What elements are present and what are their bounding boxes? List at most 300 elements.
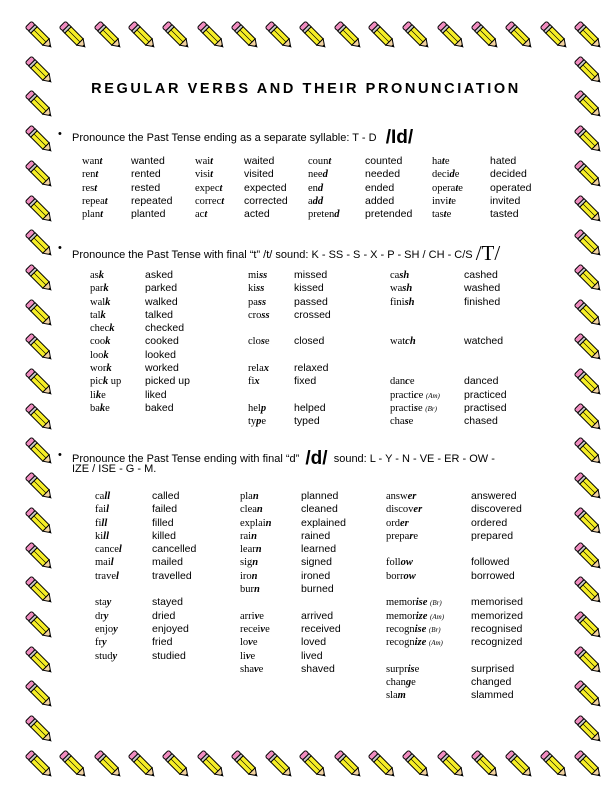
- verb: plant: [82, 209, 103, 221]
- verb: [248, 322, 270, 335]
- pencil-icon: [262, 18, 298, 54]
- past-tense: [464, 349, 507, 362]
- verb: [240, 596, 272, 609]
- past-tense: fixed: [294, 375, 317, 388]
- past-tense: worked: [145, 362, 179, 375]
- verb: miss: [248, 270, 268, 281]
- past-tense-column: [244, 155, 288, 221]
- verb-column: [386, 490, 444, 703]
- verb: rain: [240, 530, 257, 542]
- verb: bake: [90, 402, 110, 414]
- bullet-icon: •: [58, 128, 62, 140]
- verb: [390, 362, 440, 375]
- pencil-icon: [91, 18, 127, 54]
- verb: stay: [95, 597, 112, 609]
- verb: check: [90, 323, 115, 335]
- verb: taste: [432, 209, 452, 221]
- verb: cash: [390, 270, 410, 281]
- verb: close: [248, 336, 270, 348]
- past-tense: fried: [152, 636, 173, 649]
- verb: enjoy: [95, 623, 118, 635]
- pencil-icon: [22, 504, 58, 540]
- past-tense: [464, 322, 507, 335]
- verb: burn: [240, 584, 260, 596]
- pencil-icon: [22, 296, 58, 332]
- verb: surprise: [386, 663, 420, 675]
- verb: travel: [95, 570, 119, 582]
- pencil-icon: [571, 643, 607, 679]
- past-tense: waited: [244, 155, 275, 167]
- verb: repeat: [82, 195, 108, 207]
- past-tense: pretended: [365, 208, 413, 221]
- past-tense: passed: [294, 295, 328, 308]
- verb: arrive: [240, 610, 264, 622]
- past-tense: prepared: [471, 529, 514, 542]
- past-tense: [294, 389, 331, 402]
- verb: talk: [90, 309, 106, 321]
- pencil-icon: [22, 400, 58, 436]
- past-tense: decided: [490, 168, 527, 181]
- pencil-icon: [22, 157, 58, 193]
- verb: fix: [248, 376, 260, 388]
- past-tense: acted: [244, 208, 270, 221]
- verb: add: [308, 195, 324, 207]
- pencil-icon: [331, 18, 367, 54]
- verb: work: [90, 363, 112, 375]
- past-tense: answered: [471, 490, 517, 502]
- past-tense: loved: [301, 636, 327, 649]
- verb: help: [248, 402, 267, 414]
- past-tense: [471, 543, 523, 556]
- pencil-icon: [502, 18, 538, 54]
- past-tense: finished: [464, 295, 501, 308]
- past-tense: [471, 583, 523, 596]
- pencil-icon: [159, 747, 195, 783]
- verb: fail: [95, 504, 109, 516]
- past-tense: tasted: [490, 208, 519, 221]
- pencil-icon: [365, 18, 401, 54]
- past-tense: rained: [301, 529, 331, 542]
- past-tense: practiced: [464, 388, 507, 401]
- verb: plan: [240, 491, 259, 502]
- pencil-icon: [571, 747, 607, 783]
- past-tense-column: [131, 155, 172, 221]
- past-tense: typed: [294, 415, 320, 428]
- verb: [386, 583, 444, 596]
- past-tense: baked: [145, 401, 174, 414]
- past-tense: stayed: [152, 596, 183, 609]
- pencil-icon: [571, 226, 607, 262]
- pencil-icon: [399, 747, 435, 783]
- past-tense: talked: [145, 308, 174, 321]
- pencil-icon: [22, 608, 58, 644]
- verb: practice (Am): [390, 389, 440, 401]
- pencil-icon: [22, 365, 58, 401]
- past-tense: kissed: [294, 282, 324, 295]
- verb: explain: [240, 517, 272, 529]
- pencil-icon: [571, 400, 607, 436]
- pencil-icon: [22, 573, 58, 609]
- pencil-icon: [571, 18, 607, 54]
- pencil-icon: [537, 18, 573, 54]
- past-tense: studied: [152, 649, 186, 662]
- verb: expect: [195, 182, 223, 194]
- verb: visit: [195, 169, 214, 181]
- variant-tag: (Am): [430, 612, 445, 621]
- verb-column: [90, 269, 121, 415]
- past-tense: called: [152, 490, 180, 502]
- pencil-icon: [571, 330, 607, 366]
- pencil-icon: [22, 712, 58, 748]
- past-tense: missed: [294, 269, 328, 281]
- verb: discover: [386, 504, 423, 516]
- verb: [248, 389, 270, 402]
- verb: count: [308, 156, 332, 167]
- past-tense-column: [145, 269, 190, 415]
- past-tense: memorized: [471, 609, 523, 622]
- pencil-icon: [571, 573, 607, 609]
- past-tense: liked: [145, 388, 167, 401]
- verb: recognize (Am): [386, 637, 443, 649]
- past-tense: learned: [301, 543, 337, 556]
- verb: dry: [95, 610, 109, 622]
- pencil-icon: [22, 747, 58, 783]
- past-tense: rented: [131, 168, 161, 181]
- verb: walk: [90, 296, 111, 308]
- verb: [390, 309, 440, 322]
- pencil-icon: [22, 677, 58, 713]
- verb: practise (Br): [390, 402, 437, 414]
- past-tense: ordered: [471, 516, 508, 529]
- verb: answer: [386, 491, 417, 502]
- verb: iron: [240, 570, 258, 582]
- variant-tag: (Br): [430, 599, 442, 608]
- past-tense: hated: [490, 155, 517, 167]
- past-tense: looked: [145, 348, 176, 361]
- past-tense: parked: [145, 282, 178, 295]
- verb: memorize (Am): [386, 610, 445, 622]
- verb: fry: [95, 637, 107, 649]
- past-tense: helped: [294, 401, 326, 414]
- pencil-icon: [571, 434, 607, 470]
- past-tense-column: [294, 269, 331, 429]
- verb: recognise (Br): [386, 623, 441, 635]
- verb: park: [90, 283, 109, 295]
- verb: follow: [386, 557, 413, 569]
- pencil-icon: [22, 539, 58, 575]
- pencil-icon: [571, 469, 607, 505]
- sound-symbol: /Id/: [385, 127, 414, 148]
- verb-column: [432, 155, 463, 221]
- pencil-icon: [228, 18, 264, 54]
- past-tense: received: [301, 622, 341, 635]
- verb-column: [248, 269, 270, 429]
- past-tense: corrected: [244, 194, 288, 207]
- past-tense: cancelled: [152, 543, 197, 556]
- verb: finish: [390, 296, 415, 308]
- pencil-icon: [194, 18, 230, 54]
- verb: rest: [82, 182, 98, 194]
- verb: wash: [390, 283, 413, 295]
- past-tense: surprised: [471, 662, 515, 675]
- verb: type: [248, 416, 267, 428]
- pencil-icon: [571, 261, 607, 297]
- verb: chase: [390, 416, 414, 428]
- verb: [248, 349, 270, 362]
- pencil-icon: [228, 747, 264, 783]
- verb: fill: [95, 517, 108, 529]
- verb: [386, 650, 444, 663]
- pencil-icon: [571, 677, 607, 713]
- sound-symbol: /d/: [305, 448, 328, 469]
- pencil-icon: [22, 434, 58, 470]
- past-tense: operated: [490, 181, 532, 194]
- bullet-icon: •: [58, 449, 62, 461]
- past-tense: invited: [490, 194, 521, 207]
- past-tense: closed: [294, 335, 325, 348]
- pencil-icon: [571, 504, 607, 540]
- verb: pretend: [308, 209, 340, 221]
- past-tense: repeated: [131, 194, 173, 207]
- pencil-icon: [571, 712, 607, 748]
- verb: call: [95, 491, 111, 502]
- past-tense: recognized: [471, 636, 523, 649]
- verb: pass: [248, 296, 267, 308]
- verb: kill: [95, 530, 110, 542]
- past-tense: added: [365, 194, 395, 207]
- pencil-icon: [22, 18, 58, 54]
- past-tense: walked: [145, 295, 178, 308]
- past-tense: picked up: [145, 375, 190, 388]
- verb: study: [95, 650, 118, 662]
- past-tense-column: [464, 269, 507, 429]
- past-tense: arrived: [301, 609, 334, 622]
- verb: [95, 583, 122, 596]
- past-tense: [294, 349, 331, 362]
- past-tense: asked: [145, 269, 174, 281]
- past-tense: slammed: [471, 689, 514, 702]
- past-tense: [152, 583, 196, 596]
- variant-tag: (Am): [425, 391, 440, 400]
- past-tense-column: [301, 490, 346, 676]
- verb: rent: [82, 169, 99, 181]
- verb: watch: [390, 336, 416, 348]
- past-tense-column: [365, 155, 412, 221]
- verb: mail: [95, 557, 114, 569]
- pencil-icon: [571, 296, 607, 332]
- verb: invite: [432, 195, 456, 207]
- sound-symbol: /T/: [475, 241, 501, 265]
- past-tense: relaxed: [294, 362, 329, 375]
- past-tense: discovered: [471, 503, 522, 516]
- variant-tag: (Am): [428, 639, 443, 648]
- pencil-icon: [262, 747, 298, 783]
- pencil-icon: [399, 18, 435, 54]
- past-tense: shaved: [301, 662, 335, 675]
- verb: operate: [432, 182, 463, 194]
- verb: prepare: [386, 530, 419, 542]
- verb: wait: [195, 156, 214, 167]
- past-tense: memorised: [471, 596, 523, 609]
- pencil-icon: [468, 747, 504, 783]
- past-tense: changed: [471, 676, 512, 689]
- verb: receive: [240, 623, 270, 635]
- past-tense: needed: [365, 168, 401, 181]
- past-tense: watched: [464, 335, 504, 348]
- past-tense: ended: [365, 181, 395, 194]
- pencil-icon: [571, 192, 607, 228]
- past-tense: mailed: [152, 556, 183, 569]
- verb: kiss: [248, 283, 265, 295]
- past-tense: cleaned: [301, 503, 338, 516]
- past-tense: chased: [464, 415, 498, 428]
- past-tense: cooked: [145, 335, 179, 348]
- pencil-icon: [296, 18, 332, 54]
- verb: like: [90, 389, 106, 401]
- pencil-icon: [571, 122, 607, 158]
- past-tense: [464, 309, 507, 322]
- pencil-icon: [365, 747, 401, 783]
- verb: hate: [432, 156, 450, 167]
- past-tense-column: [490, 155, 531, 221]
- verb: want: [82, 156, 103, 167]
- past-tense: explained: [301, 516, 346, 529]
- verb: look: [90, 349, 109, 361]
- verb: love: [240, 637, 258, 649]
- past-tense: signed: [301, 556, 332, 569]
- verb: cancel: [95, 544, 122, 556]
- past-tense-column: [471, 490, 523, 703]
- verb: dance: [390, 376, 415, 388]
- pencil-icon: [296, 747, 332, 783]
- pencil-icon: [502, 747, 538, 783]
- verb: decide: [432, 169, 460, 181]
- verb: live: [240, 650, 256, 662]
- verb-column: [240, 490, 272, 676]
- pencil-icon: [159, 18, 195, 54]
- pencil-icon: [571, 157, 607, 193]
- pencil-icon: [571, 608, 607, 644]
- verb: [390, 322, 440, 335]
- pencil-icon: [56, 18, 92, 54]
- verb: shave: [240, 663, 264, 675]
- verb: relax: [248, 363, 269, 375]
- past-tense: expected: [244, 181, 287, 194]
- past-tense: travelled: [152, 569, 192, 582]
- verb: clean: [240, 504, 263, 516]
- pencil-icon: [194, 747, 230, 783]
- pencil-icon: [22, 261, 58, 297]
- past-tense: ironed: [301, 569, 331, 582]
- pencil-icon: [571, 365, 607, 401]
- verb: memorise (Br): [386, 597, 442, 609]
- verb: end: [308, 182, 324, 194]
- verb-column: [95, 490, 122, 663]
- verb: act: [195, 209, 208, 221]
- pencil-icon: [331, 747, 367, 783]
- verb-column: [195, 155, 224, 221]
- past-tense: visited: [244, 168, 274, 181]
- past-tense: dried: [152, 609, 176, 622]
- pencil-icon: [22, 226, 58, 262]
- past-tense: counted: [365, 155, 403, 167]
- verb: pick up: [90, 376, 122, 388]
- pencil-icon: [125, 747, 161, 783]
- past-tense: crossed: [294, 308, 331, 321]
- past-tense: lived: [301, 649, 323, 662]
- past-tense: recognised: [471, 622, 523, 635]
- pencil-icon: [56, 747, 92, 783]
- past-tense: planted: [131, 208, 166, 221]
- verb: learn: [240, 544, 262, 556]
- past-tense: followed: [471, 556, 510, 569]
- verb: slam: [386, 690, 406, 702]
- past-tense: killed: [152, 529, 176, 542]
- past-tense: practised: [464, 401, 507, 414]
- variant-tag: (Br): [425, 404, 437, 413]
- verb: cook: [90, 336, 111, 348]
- past-tense-column: [152, 490, 196, 663]
- past-tense: enjoyed: [152, 622, 189, 635]
- verb: cross: [248, 309, 270, 321]
- pencil-icon: [571, 539, 607, 575]
- past-tense: cashed: [464, 269, 498, 281]
- verb: borrow: [386, 570, 416, 582]
- past-tense: danced: [464, 375, 499, 388]
- pencil-icon: [468, 18, 504, 54]
- past-tense: checked: [145, 322, 185, 335]
- past-tense: [464, 362, 507, 375]
- pencil-icon: [22, 469, 58, 505]
- past-tense: borrowed: [471, 569, 515, 582]
- past-tense: filled: [152, 516, 174, 529]
- pencil-icon: [91, 747, 127, 783]
- pencil-icon: [537, 747, 573, 783]
- verb-column: [308, 155, 340, 221]
- pencil-icon: [22, 330, 58, 366]
- verb: [386, 543, 444, 556]
- pencil-icon: [434, 18, 470, 54]
- verb: order: [386, 517, 409, 529]
- past-tense: failed: [152, 503, 178, 516]
- verb: need: [308, 169, 328, 181]
- verb: ask: [90, 270, 104, 281]
- pencil-icon: [22, 122, 58, 158]
- past-tense: [294, 322, 331, 335]
- page-title: REGULAR VERBS AND THEIR PRONUNCIATION: [91, 81, 521, 97]
- verb: change: [386, 677, 416, 689]
- past-tense: planned: [301, 490, 339, 502]
- verb: sign: [240, 557, 259, 569]
- past-tense: burned: [301, 583, 334, 596]
- verb-column: [390, 269, 440, 429]
- pencil-icon: [434, 747, 470, 783]
- verb: [390, 349, 440, 362]
- bullet-icon: •: [58, 242, 62, 254]
- past-tense: washed: [464, 282, 501, 295]
- section-3-instruction-line2: IZE / ISE - G - M.: [72, 463, 157, 475]
- past-tense: [301, 596, 346, 609]
- past-tense: rested: [131, 181, 161, 194]
- verb: correct: [195, 195, 225, 207]
- verb-column: [82, 155, 108, 221]
- pencil-icon: [22, 192, 58, 228]
- past-tense: [471, 650, 523, 663]
- variant-tag: (Br): [428, 625, 441, 634]
- pencil-icon: [22, 643, 58, 679]
- pencil-icon: [125, 18, 161, 54]
- past-tense: wanted: [131, 155, 165, 167]
